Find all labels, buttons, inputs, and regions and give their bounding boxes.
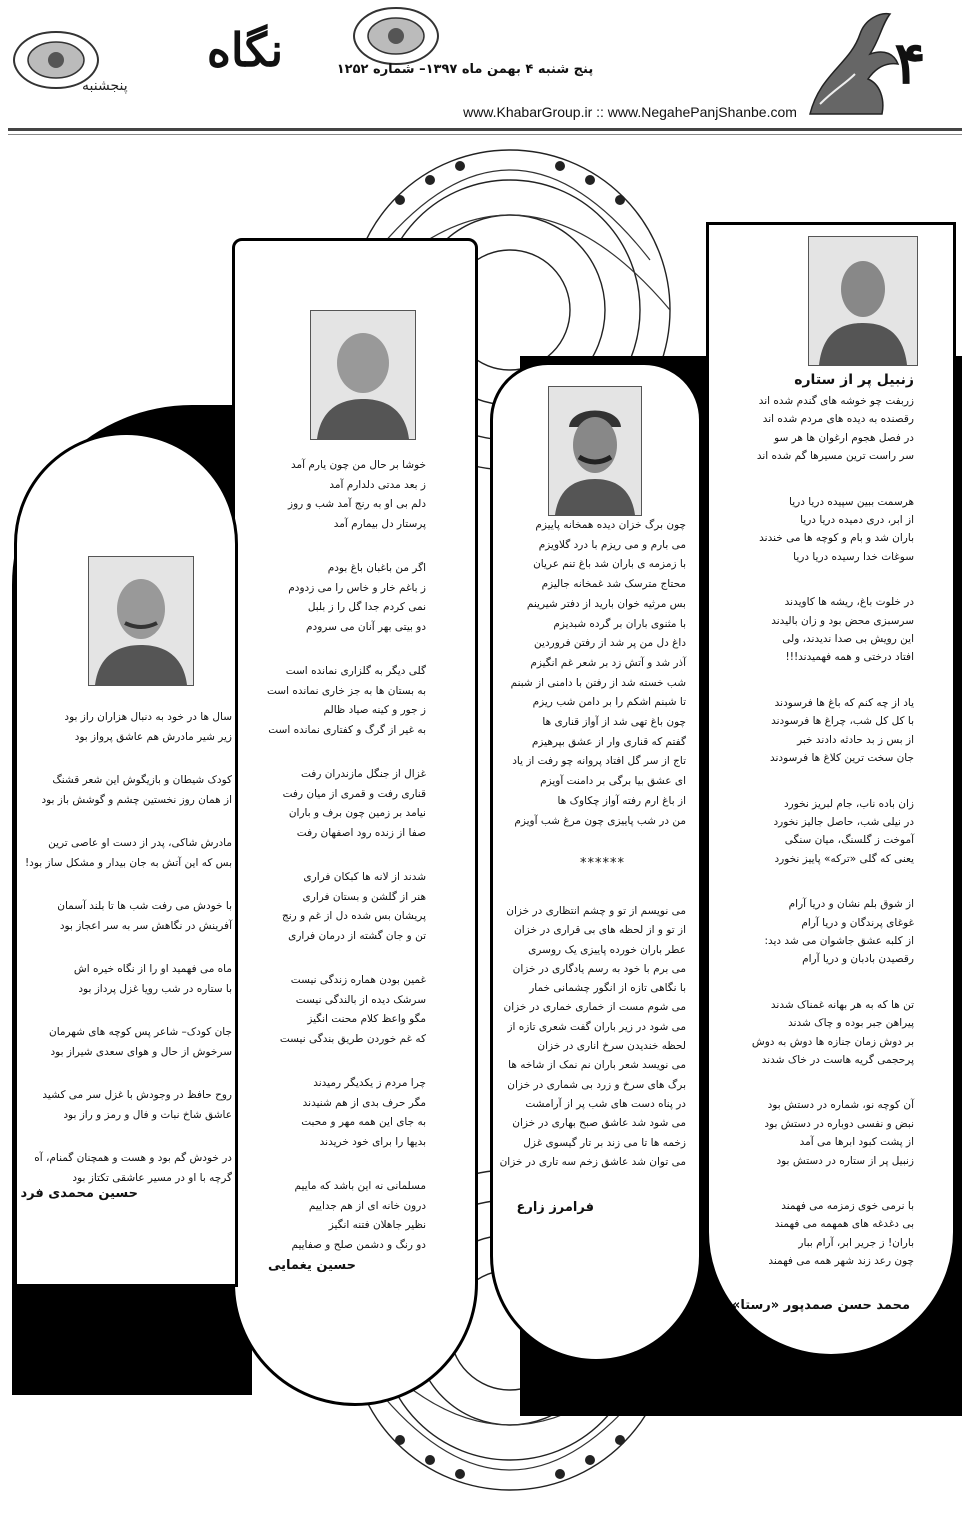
poem-line: گرچه با او در مسیر عاشقی تکتاز بود	[72, 1171, 232, 1184]
poem-line: تن ها که به هر بهانه غمناک شدند	[770, 998, 914, 1011]
poem-line: نظیر جاهلان فتنه انگیز	[328, 1219, 426, 1231]
stanza-gap	[236, 843, 426, 868]
stanza-gap	[714, 566, 914, 593]
poem-line: رقصنده به دیده های مردم شده اند	[762, 413, 914, 426]
poem-line: زیر شیر مادرش هم عاشق پرواز بود	[74, 730, 232, 743]
poem-line: سال ها در خود به دنبال هزاران راز بود	[64, 711, 232, 723]
poem-line: نیامد بر زمین چون برف و باران	[288, 807, 426, 819]
author-photo-1	[808, 236, 918, 366]
poem-line: ای عشق بیا برگی بر دامنت آویزم	[540, 775, 686, 788]
issue-date-number: پنج شنبه ۴ بهمن ماه ۱۳۹۷– شماره ۱۲۵۲	[336, 62, 594, 77]
poem-line: از کلبه عشق جاشوان می شد دید:	[764, 934, 914, 947]
poem-line: می بارم و می ریزم با درد گلاویزم	[538, 538, 686, 551]
poem-line: یاد از چه کنم که باغ ها فرسودند	[774, 696, 914, 709]
stanza-gap	[22, 1062, 232, 1086]
poem-line: مسلمانی نه این باشد که ماییم	[294, 1180, 426, 1192]
poem-line: زنبیل پر از ستاره در دستش بود	[776, 1154, 914, 1167]
poem-line: ز جور و کینه صیاد ظالم	[323, 704, 426, 716]
poem-line: در فصل هجوم ارغوان ها هر سو	[774, 431, 914, 444]
poem-body-3	[236, 456, 426, 1255]
author-name-4: حسین محمدی فرد	[20, 1186, 138, 1201]
poem-line: سرشک دیده از بالندگی نیست	[295, 993, 426, 1006]
poem-line: نمی کردم جدا گل را ز بلبل	[307, 601, 426, 613]
poem-line: به بستان ها به جز خاری نمانده است	[267, 684, 426, 697]
poem-line: از بس ز بد حادثه دادند خبر	[797, 733, 914, 746]
poem-line: با کل کل شب، چراغ ها فرسودند	[771, 715, 914, 728]
poem-line: صفا از زنده رود اصفهان رفت	[296, 826, 426, 839]
stanza-gap	[714, 466, 914, 493]
poem-line: بر دوش زمان جنازه ها دوش به دوش	[751, 1035, 914, 1048]
poem-line: از شوق بلم نشان و دریا آرام	[788, 898, 914, 911]
poem-line: سوغات خدا رسیده دریا دریا	[793, 550, 914, 563]
poem-line: من در شب پاییزی چون مرغ شب آویزم	[514, 814, 686, 827]
poem-line: گفتم که قناری وار از عشق بپرهیزم	[531, 735, 686, 748]
poem-line: مادرش شاکی، پدر از دست او عاصی ترین	[48, 837, 232, 849]
stanza-gap	[236, 534, 426, 559]
poem-line: تا شبنم اشکم را بر دامن شب ریزم	[532, 696, 686, 709]
poem-line: می شوم مست از خماری خماری در خزان	[503, 1001, 686, 1014]
masthead-logo: نگاه	[206, 23, 284, 77]
poem-line: دو رنگ و دشمن صلح و صفاییم	[291, 1238, 426, 1251]
poem-line: پیراهن جبر بوده و چاک شدند	[788, 1017, 914, 1030]
poem-line: زربفت چو خوشه های گندم شده اند	[758, 395, 914, 407]
stanza-gap	[236, 946, 426, 971]
stanza-gap	[714, 1069, 914, 1096]
poem-line: هنر از گلشن و بستان فراری	[302, 890, 426, 903]
poem-line: شدند از لانه ها کبکان فراری	[303, 871, 426, 883]
author-name-1: محمد حسن صمدپور «رستا»	[731, 1298, 910, 1313]
poem-line: از باغ ارم رفته آواز چکاوک ها	[557, 794, 686, 807]
stanza-gap	[236, 637, 426, 662]
stanza-gap	[236, 740, 426, 765]
poem-body-2b	[496, 902, 686, 1172]
poem-line: پرحجمی گریه هاست در خاک شدند	[761, 1053, 914, 1066]
author-name-2: فرامرز زارع	[516, 1200, 594, 1215]
poem-line: مگر حرف بدی از هم شنیدند	[302, 1096, 426, 1109]
section-divider-stars: ******	[580, 856, 625, 871]
poem-line: در خودش گم بود و هست و همچنان گمنام، آه	[34, 1152, 232, 1164]
stanza-gap	[22, 999, 232, 1023]
poem-line: در خلوت باغ، ریشه ها کاویدند	[784, 596, 914, 609]
poem-line: غوغای پرندگان و دریا آرام	[801, 916, 914, 929]
poem-line: بس که این آتش به جان بیدار و مشکل ساز بود!	[24, 856, 232, 869]
poem-line: عطر باران خورده پاییزی یک روسری	[528, 943, 686, 956]
stanza-gap	[714, 969, 914, 996]
poem-line: آفرینش در نگاهش سر به سر اعجاز بود	[59, 919, 232, 932]
stanza-gap	[22, 936, 232, 960]
poem-line: ماه می فهمید او را از نگاه خیره اش	[73, 963, 232, 975]
poem-line: چرا مردم ز یکدیگر رمیدند	[313, 1077, 426, 1089]
poem-line: گلی دیگر به گلزاری نمانده است	[285, 665, 426, 677]
poem-line: می نویسد شعر باران نم نمک از شاخه ها	[508, 1059, 686, 1072]
poem-line: باران شد و بام و کوچه ها می خندند	[759, 532, 914, 545]
poem-line: یعنی که گلی «ترکه» پاییز نخورد	[774, 852, 914, 865]
poem-line: با ستاره در شب رویا غزل پرداز بود	[78, 982, 232, 995]
poem-line: شب خسته شد از رفتن با دامنی از شبنم	[510, 676, 686, 689]
poem-line: افتاد درختی و همه فهمیدند!!!	[785, 651, 914, 664]
poem-line: می شود شد عاشق صبح بهاری در خزان	[512, 1117, 686, 1130]
poem-line: می برم با خود به رسم یادگاری در خزان	[512, 962, 686, 975]
poem-line: بس مرثیه خوان بارید از دفتر شیرینم	[526, 597, 686, 610]
poem-line: در نیلی شب، حاصل جالیز نخورد	[773, 815, 914, 828]
poem-line: با زمزمه ی باران شد باغ تنم عریان	[533, 558, 686, 571]
poem-line: زخمه ها تا می زند بر تار گیسوی غزل	[523, 1136, 686, 1149]
poem-line: بی دغدغه های همهمه می فهمند	[774, 1218, 914, 1231]
poem-line: غمین بودن هماره زندگی نیست	[290, 974, 426, 986]
poem-line: جان سخت ترین کلاغ ها فرسودند	[769, 752, 914, 765]
poem-line: بدیها را برای خود خریدند	[319, 1135, 426, 1148]
poem-line: محتاج مترسک شد غمخانه جالیزم	[541, 578, 686, 591]
poem-line: برگ های سرخ و زرد بی شماری در خزان	[507, 1078, 686, 1091]
poem-line: قناری رفت و قمری از میان رفت	[282, 787, 426, 800]
poem-title-1: زنبیل پر از ستاره	[794, 372, 914, 388]
poem-line: می نویسم از تو و چشم انتظاری در خزان	[506, 905, 686, 917]
header-divider	[8, 128, 962, 131]
page-header	[0, 0, 970, 140]
poem-line: آذر شد و آتش زد بر شعر غم انگیزم	[530, 656, 686, 669]
poem-line: هرسمت ببین سپیده دریا دریا	[789, 495, 914, 508]
poem-line: به غیر از گرگ و کفتاری نمانده است	[268, 723, 426, 736]
author-photo-4	[88, 556, 194, 686]
poem-line: داغ دل من پر شد از رفتن فروردین	[534, 637, 686, 650]
stanza-gap	[22, 873, 232, 897]
stanza-gap	[236, 1049, 426, 1074]
poem-line: که غم خوردن طریق بندگی نیست	[279, 1032, 426, 1045]
poem-line: از همان روز نخستین چشم و گوشش باز بود	[41, 793, 232, 806]
poem-line: سرسبزی محض بود و زان بالیدند	[771, 614, 914, 627]
poem-line: این رویش بی صدا ندیدند، ولی	[782, 633, 914, 646]
poem-line: از تو و از لحظه های بی قراری در خزان	[514, 924, 686, 937]
poem-line: می توان شد عاشق زخم سه تاری در خزان	[499, 1155, 686, 1168]
poem-line: با نرمی خوی زمزمه می فهمند	[781, 1200, 914, 1212]
poem-line: کودک شیطان و بازیگوش این شعر قشنگ	[52, 774, 232, 786]
poem-line: درون خانه ای از هم جداییم	[308, 1199, 426, 1212]
header-divider-thin	[8, 134, 962, 135]
poem-line: به جای این همه مهر و محبت	[301, 1116, 426, 1128]
poem-line: تن و جان گشته از درمان فراری	[288, 929, 426, 942]
stanza-gap	[22, 1125, 232, 1149]
stanza-gap	[22, 747, 232, 771]
poem-line: ز باغم خار و خاس را می زدودم	[288, 581, 426, 594]
stanza-gap	[714, 1170, 914, 1197]
poem-body-4	[22, 708, 232, 1188]
stanza-gap	[714, 868, 914, 895]
stanza-gap	[236, 1152, 426, 1177]
poem-line: سر راست ترین مسیرها گم شده اند	[756, 450, 914, 463]
poem-line: مگو واعظ کلام محنت انگیز	[307, 1013, 426, 1025]
poem-line: سرخوش از حال و هوای سعدی شیراز بود	[50, 1045, 232, 1058]
masthead-subtitle: پنجشنبه	[82, 78, 128, 94]
poem-line: باران! ز جریر ابر، آرام ببار	[798, 1236, 914, 1249]
poem-line: از ابر، دری دمیده دریا دریا	[800, 514, 914, 527]
poem-line: عاشق شاخ نبات و فال و رمز و راز بود	[63, 1108, 232, 1121]
poem-line: چون باغ تهی شد از آواز قناری ها	[542, 716, 686, 729]
poem-line: غزال از جنگل مازندران رفت	[300, 768, 426, 780]
poem-line: زان باده ناب، جام لبریز نخورد	[783, 797, 914, 810]
poem-line: نبض و نفسی دوباره در دستش بود	[764, 1117, 914, 1130]
poem-body-2a	[496, 516, 686, 831]
poem-line: آموخت ز گلسنگ، میان سنگی	[784, 834, 914, 847]
stanza-gap	[714, 667, 914, 694]
poem-line: جان کودک– شاعر پس کوچه های شهرمان	[48, 1026, 232, 1038]
poem-line: می شود در زیر باران گفت شعری تازه از	[507, 1020, 686, 1033]
stanza-gap	[714, 768, 914, 795]
author-photo-2	[548, 386, 642, 516]
poem-line: پریشان بس شده دل از غم و رنج	[281, 910, 426, 922]
poem-line: اگر من باغبان باغ بودم	[327, 562, 426, 574]
poem-line: روح حافظ در وجودش با غزل سر می کشید	[42, 1089, 232, 1101]
poem-line: با نگاهی تازه از انگور چشمانی خمار	[529, 982, 686, 995]
poem-line: خوشا بر حال من چون یارم آمد	[291, 459, 426, 471]
ornament-center-icon	[348, 4, 444, 68]
website-links[interactable]: www.KhabarGroup.ir :: www.NegahePanjShanbe.com	[463, 104, 797, 120]
poem-line: با مثنوی باران بر گرده شبدیزم	[553, 617, 686, 630]
poem-body-1	[714, 392, 914, 1271]
poem-line: تاج از سر گل افتاد پروانه چو رفت از یاد	[512, 755, 686, 768]
poem-line: در پناه دست های شب پر از آرامشت	[525, 1097, 686, 1110]
poem-line: چون برگ خزان دیده همخانه پاییزم	[535, 519, 686, 531]
poem-line: رقصیدن بادبان و دریا آرام	[802, 953, 914, 966]
stanza-gap	[22, 810, 232, 834]
poem-line: چون رعد زند شهر همه می فهمند	[768, 1255, 914, 1268]
page-number: ۴	[894, 29, 926, 97]
author-photo-3	[310, 310, 416, 440]
poem-line: آن کوچه نو، شماره در دستش بود	[767, 1099, 914, 1112]
poem-line: ز بعد مدتی دلدارم آمد	[329, 478, 426, 491]
poem-line: لحظه خندیدن سرخ اناری در خزان	[537, 1040, 686, 1053]
poem-line: با خودش می رفت شب ها تا بلند آسمان	[57, 900, 232, 912]
poem-line: دلم بی او به رنج آمد شب و روز	[288, 498, 426, 510]
author-name-3: حسین یغمایی	[268, 1258, 356, 1273]
poem-line: از پشت کبود ابرها می آمد	[799, 1136, 914, 1149]
poem-line: دو بیتی بهر آنان می سرودم	[306, 620, 426, 633]
poem-line: پرستار دل بیمارم آمد	[333, 517, 426, 530]
